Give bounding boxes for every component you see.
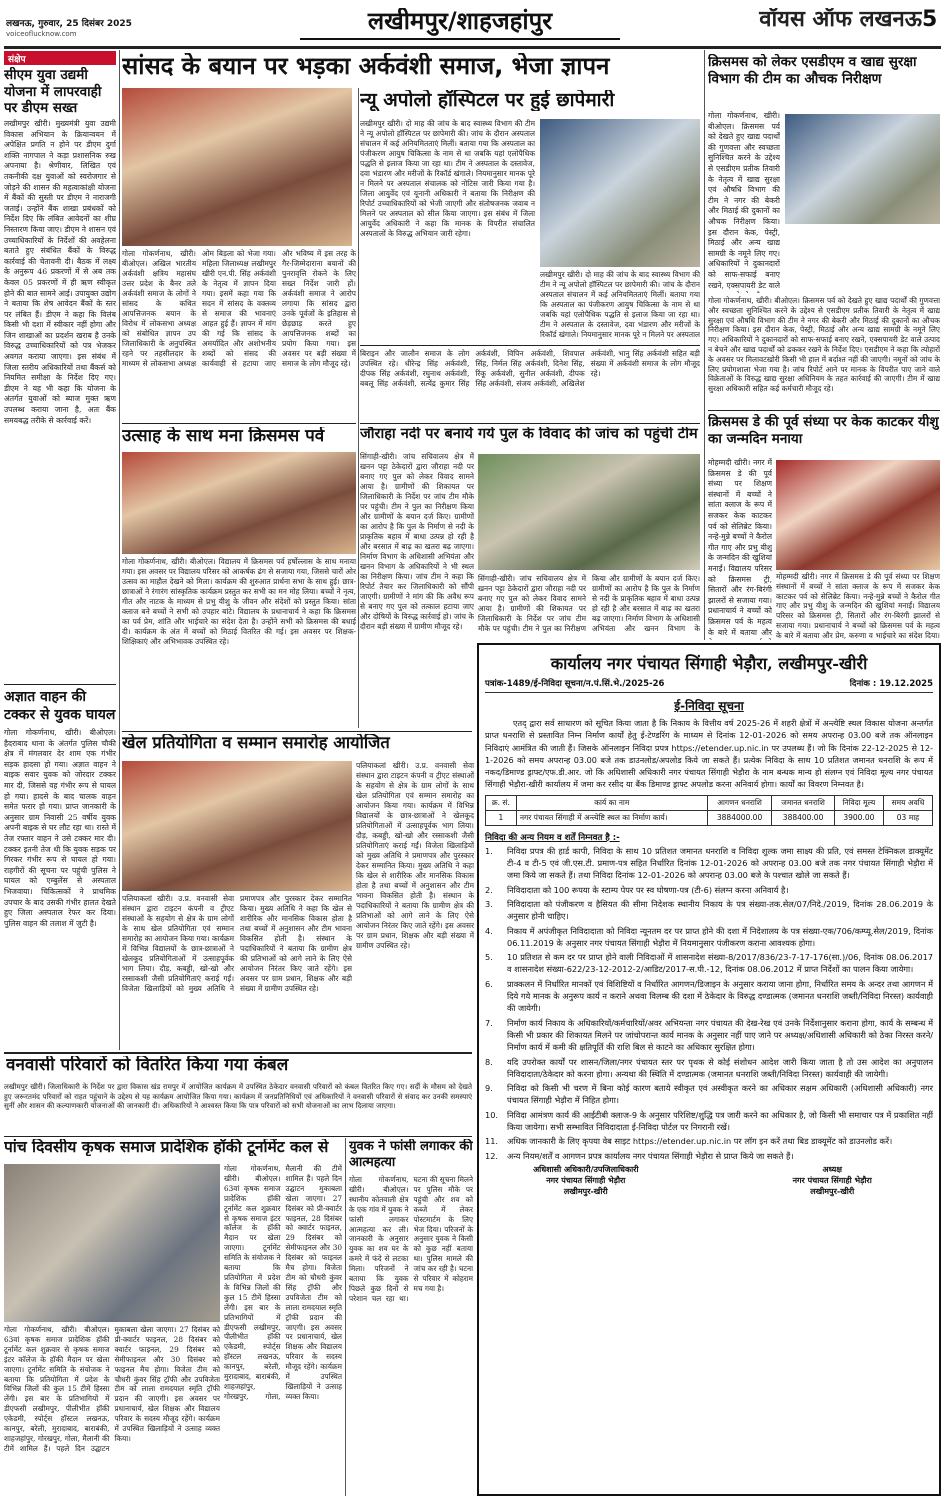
sports-headline: खेल प्रतियोगिता व सम्मान समारोह आयोजित [122,734,390,752]
condition-item [485,1056,933,1081]
hockey-body: गोला गोकर्णनाथ, खीरी। बीओएल। 63वां कृषक समाज प्रादेशिक हॉकी टूर्नामेंट कल शुक्रवार से कृषक समाज इंटर कॉलेज के हॉकी मैदान पर खेला जाएगा। टूर्नामेंट समिति के संयोजक ने बताया कि प्रतियोगिता में प्रदेश के विभिन्न जिलों की कुल 15 टीमें हिस्सा लेंगी। इस बार के प्रतिभागियों में डीएफसी लखीमपुर, पीलीभीत हॉकी एकेडमी, स्पोर्ट्स हॉस्टल लखनऊ, कानपुर, बरेली, मुरादाबाद, बाराबंकी, शाहजहांपुर, गोरखपुर, गोला, मैलानी की टीमें शामिल हैं। पहले दिन उद्घाटन मुकाबला खेला जाएगा। 27 दिसंबर को प्री-क्वार्टर फाइनल, 28 दिसंबर को क्वार्टर फाइनल, 29 दिसंबर को सेमीफाइनल और 30 दिसंबर को फाइनल मैच होगा। विजेता टीम को चौधरी कुंवर सिंह ट्रॉफी और उपविजेता टीम को लाला रामदयाल स्मृति ट्रॉफी प्रदान की जाएगी। इस अवसर पर प्रधानाचार्य, खेल शिक्षक और विद्यालय परिवार के सदस्य मौजूद रहेंगे। कार्यक्रम में उपस्थित खिलाड़ियों ने उत्साह व्यक्त किया। [4,1325,220,1453]
condition-item [485,1150,933,1162]
christmas-check-body-cont: गोला गोकर्णनाथ, खीरी। बीओएल। क्रिसमस पर्व को देखते हुए खाद्य पदार्थों की गुणवत्ता और स्वच्छता सुनिश्चित करने के उद्देश्य से एसडीएम प्रतीक तिवारी के नेतृत्व में खाद्य सुरक्षा एवं औषधि विभाग की टीम ने नगर की बेकरी और मिठाई की दुकानों का औचक निरीक्षण किया। इस दौरान केक, पेस्ट्री, मिठाई और अन्य खाद्य सामग्री के नमूने लिए गए। अधिकारियों ने दुकानदारों को साफ-सफाई बनाए रखने, एक्सपायरी डेट वाले उत्पाद न बेचने और खाद्य पदार्थों को ढककर रखने के निर्देश दिए। एसडीएम ने कहा कि त्योहारों के अवसर पर मिलावटखोरी किसी भी हाल में बर्दाश्त नहीं की जाएगी। नमूनों को जांच के लिए प्रयोगशाला भेजा गया है। जांच रिपोर्ट आने पर मानक के विपरीत पाए जाने वाले विक्रेताओं के विरुद्ध खाद्य सुरक्षा अधिनियम के तहत कार्रवाई की जाएगी। टीम में खाद्य सुरक्षा अधिकारी सहित कई कर्मचारी मौजूद रहे। [708,296,940,394]
condition-item [485,925,933,950]
table-header: क्र. सं. [486,795,517,810]
table-cell: 3900.00 [834,810,883,825]
masthead [0,0,945,46]
condition-number: 10. [485,1109,499,1120]
table-cell: नगर पंचायत सिंगाही में अन्त्येष्टि स्थल का निर्माण कार्य। [516,810,707,825]
conditions-title: निविदा की अन्य नियम व शर्तें निम्नवत है :- [485,832,620,843]
condition-text: निविदा को किसी भी चरण में बिना कोई कारण बताये स्वीकृत एवं अस्वीकृत करने का अधिकार सक्षम अधिकारी (अधिशासी अधिकारी) नगर पंचायत सिंगाही भेड़ौरा में निहित होगा। [507,1083,933,1106]
condition-text: अधिक जानकारी के लिए कृपया वेब साइट https://etender.up.nic.in पर लॉग इन करें तथा बिड डाक्यूमेंट को डाउनलोड करें। [507,1136,893,1147]
blankets-headline: वनवासी परिवारों को वितरित किया गया कंबल [6,1056,289,1075]
condition-item [485,898,933,923]
condition-item [485,884,933,896]
signature-line: नगर पंचायत सिंगाही भेड़ौरा [792,1175,872,1185]
condition-number: 9. [485,1083,493,1094]
table-header: जमानत धनराशि [772,795,834,810]
condition-number: 12. [485,1150,499,1161]
names-list: बिराइन और जालौन समाज के लोग उपस्थित रहे। धीरेन्द्र सिंह अर्कवंशी, दीपक सिंह अर्कवंशी, रघुनाथ अर्कवंशी, बबलू सिंह अर्कवंशी, सत्येंद्र कुमार सिंह अर्कवंशी, विपिन अर्कवंशी, शिवपाल सिंह, निर्मल सिंह अर्कवंशी, दिनेश सिंह, रिंकू अर्कवंशी, सुनील अर्कवंशी, दीपक सिंह अर्कवंशी, संजय अर्कवंशी, अखिलेश अर्कवंशी, भानु सिंह अर्कवंशी सहित बड़ी संख्या में अर्कवंशी समाज के लोग मौजूद रहे। [360,349,700,388]
accident-headline: अज्ञात वाहन की टक्कर से युवक घायल [4,689,116,723]
suicide-headline: युवक ने फांसी लगाकर की आत्महत्या [349,1139,473,1170]
condition-item [485,1082,933,1107]
condition-item [485,951,933,976]
brief-body: लखीमपुर खीरी। मुख्यमंत्री युवा उद्यमी विकास अभियान के क्रियान्वयन में अपेक्षित प्रगति न होने पर डीएम दुर्गा शक्ति नागपाल ने कड़ा प्रशासनिक रुख अपनाया है। श्रेणीवार, लिखित एवं तकनीकी दक्ष युवाओं को स्वरोजगार से जोड़ने की शासन की महत्वाकांक्षी योजना में बैंकों की सुस्ती पर डीएम ने नाराजगी जताई। उन्होंने बैंक शाखा प्रबंधकों को निर्देश दिए कि लंबित आवेदनों का शीघ्र निस्तारण किया जाए। डीएम ने शासन एवं उच्चाधिकारियों के निर्देशों की अवहेलना बताते हुए संबंधित बैंकों के विरुद्ध कार्रवाई की चेतावनी दी। बैठक में लक्ष्य के अनुरूप 46 प्रकरणों में से अब तक केवल 05 प्रकरणों में ही ऋण स्वीकृत होने की बात सामने आई। उपायुक्त उद्योग ने बताया कि शेष आवेदन बैंकों के स्तर पर लंबित हैं। डीएम ने कहा कि विलंब किसी भी दशा में स्वीकार नहीं होगा और जिन शाखाओं का प्रदर्शन खराब है उनके विरुद्ध उच्चाधिकारियों को पत्र भेजकर अवगत कराया जाएगा। इस संबंध में जिला स्तरीय अधिकारियों तथा बैंकर्स को नियमित समीक्षा के निर्देश दिए गए। डीएम ने यह भी कहा कि योजना के अंतर्गत युवाओं को ब्याज मुक्त ऋण उपलब्ध कराया जाना है, अतः बैंक समयबद्ध तरीके से कार्रवाई करें। [4,119,116,425]
sports-photo [122,761,352,891]
notice-office: कार्यालय नगर पंचायत सिंगाही भेड़ौरा, लखीमपुर-खीरी [550,654,868,673]
condition-text: यदि उपरोक्त कार्यों पर शासन/जिला/नगर पंचायत स्तर पर पृथक से कोई संशोधन आदेश जारी किया जाता है तो उस आदेश का अनुपालन निविदादाता/ठेकेदार को करना होगा। अन्यथा की स्थिति में दण्डात्मक (जमानत धनराशि जब्ती/निविदा निरस्त) कार्यवाही की जायेगी। [507,1056,933,1079]
christmas-fest-photo [122,452,356,554]
christmas-check-photo [785,114,940,224]
condition-text: निविदा प्रपत्र की हार्ड कापी, निविदा के साथ 10 प्रतिशत जमानत धनराशि व निविदा शुल्क जमा साक्ष्य की प्रति, एवं समस्त टेक्निकल डाक्यूमेंट टी-4 व टी-5 एवं जी.एस.टी. प्रमाण-पत्र सहित निर्धारित दिनांक 12-01-2026 को अपरान्ह 03.00 बजे तक नगर पंचायत सिंगाही भेड़ौरा में जमा किये जा सकते हैं। तथा निविदा दिनांक 12-01-2026 को अपरान्ह 03.00 बजे के पश्चात खोले जा सकते हैं। [507,845,933,881]
brief-label: संक्षेप [4,51,116,65]
brief-headline: सीएम युवा उद्यमी योजना में लापरवाही पर डीएम सख्त [4,67,102,116]
paper-name: वॉयस ऑफ लखनऊ [759,8,922,32]
conditions-list [485,845,933,1162]
tender-table [485,795,933,826]
condition-number: 3. [485,898,493,909]
sports-body-cont: पलियाकलां खीरी। उ.प्र. वनवासी सेवा संस्थान द्वारा टाइटन कंपनी व ट्रीएट संस्थाओं के सहयोग से क्षेत्र के ग्राम लोगों के साथ खेल प्रतियोगिता एवं सम्मान समारोह का आयोजन किया गया। कार्यक्रम में विभिन्न विद्यालयों के छात्र-छात्राओं ने खेलकूद प्रतियोगिताओं में उत्साहपूर्वक भाग लिया। दौड़, कबड्डी, खो-खो और रस्साकशी जैसी प्रतियोगिताएं कराई गईं। विजेता खिलाड़ियों को मुख्य अतिथि ने प्रमाणपत्र और पुरस्कार देकर सम्मानित किया। मुख्य अतिथि ने कहा कि खेल से शारीरिक और मानसिक विकास होता है तथा बच्चों में अनुशासन और टीम भावना विकसित होती है। संस्थान के पदाधिकारियों ने बताया कि ग्रामीण क्षेत्र की प्रतिभाओं को आगे लाने के लिए ऐसे आयोजन निरंतर किए जाते रहेंगे। इस अवसर पर ग्राम प्रधान, शिक्षक और बड़ी संख्या में ग्रामीण उपस्थित रहे। [122,894,352,993]
condition-text: निविदा आमंत्रण कार्य की आईटीबी क्लाज-9 के अनुसार परिशिष्ट/शुद्धि पत्र जारी करने का अधिकार है, जो किसी भी समाचार पत्र में प्रकाशित नहीं किया जायेगा। सभी सम्भावित निविदादाता ई-निविदा पोर्टल पर निगरानी रखें। [507,1109,933,1133]
christmas-check-body: गोला गोकर्णनाथ, खीरी। बीओएल। क्रिसमस पर्व को देखते हुए खाद्य पदार्थों की गुणवत्ता और स्वच्छता सुनिश्चित करने के उद्देश्य से एसडीएम प्रतीक तिवारी के नेतृत्व में खाद्य सुरक्षा एवं औषधि विभाग की टीम ने नगर की बेकरी और मिठाई की दुकानों का औचक निरीक्षण किया। इस दौरान केक, पेस्ट्री, मिठाई और अन्य खाद्य सामग्री के नमूने लिए गए। अधिकारियों ने दुकानदारों को साफ-सफाई बनाए रखने, एक्सपायरी डेट वाले [708,111,780,290]
condition-item [485,978,933,1015]
table-cell: 03 माह [883,810,932,825]
hockey-body-right: गोला गोकर्णनाथ, खीरी। बीओएल। 63वां कृषक समाज प्रादेशिक हॉकी टूर्नामेंट कल शुक्रवार से कृषक समाज इंटर कॉलेज के हॉकी मैदान पर खेला जाएगा। टूर्नामेंट समिति के संयोजक ने बताया कि प्रतियोगिता में प्रदेश के विभिन्न जिलों की कुल 15 टीमें हिस्सा लेंगी। इस बार के प्रतिभागियों में डीएफसी लखीमपुर, पीलीभीत हॉकी एकेडमी, स्पोर्ट्स हॉस्टल लखनऊ, कानपुर, बरेली, मुरादाबाद, बाराबंकी, शाहजहांपुर, गोरखपुर, गोला, मैलानी की टीमें शामिल हैं। पहले दिन उद्घाटन मुकाबला खेला जाएगा। 27 दिसंबर को प्री-क्वार्टर फाइनल, 28 दिसंबर को क्वार्टर फाइनल, 29 दिसंबर को सेमीफाइनल और 30 दिसंबर को फाइनल मैच होगा। विजेता टीम को चौधरी कुंवर सिंह ट्रॉफी और उपविजेता टीम को लाला रामदयाल स्मृति ट्रॉफी प्रदान की जाएगी। इस अवसर पर प्रधानाचार्य, खेल शिक्षक और विद्यालय परिवार के सदस्य मौजूद रहेंगे। कार्यक्रम में उपस्थित खिलाड़ियों ने उत्साह व्यक्त किया। [224,1164,342,1401]
condition-number: 1. [485,845,493,856]
condition-number: 8. [485,1056,493,1067]
condition-number: 7. [485,1017,493,1028]
lead-body: गोला गोकर्णनाथ, खीरी। बीओएल। अखिल भारतीय अर्कवंशी क्षत्रिय महासंघ उत्तर प्रदेश के बैनर तले अर्कवंशी समाज के लोगों ने सांसद के कथित आपत्तिजनक बयान के विरोध में लोकसभा अध्यक्ष को संबोधित ज्ञापन उप जिलाधिकारी के अनुपस्थित रहने पर तहसीलदार के माध्यम से लोकसभा अध्यक्ष ओम बिड़ला को भेजा गया। महिला जिलाध्यक्ष लखीमपुर खीरी एन.पी. सिंह अर्कवंशी के नेतृत्व में ज्ञापन दिया गया। इसमें कहा गया कि सदन में सांसद के वक्तव्य से समाज की भावनाएं आहत हुई हैं। ज्ञापन में मांग की गई कि सांसद के अमर्यादित और अशोभनीय शब्दों को संसद की कार्यवाही से हटाया जाए और भविष्य में इस तरह के गैर-जिम्मेदाराना बयानों की पुनरावृत्ति रोकने के लिए सख्त निर्देश जारी हों। अर्कवंशी समाज ने आरोप लगाया कि सांसद द्वारा उनके पूर्वजों के इतिहास से छेड़छाड़ करते हुए आपत्तिजनक शब्दों का प्रयोग किया गया। इस अवसर पर बड़ी संख्या में समाज के लोग मौजूद रहे। [122,249,356,368]
condition-text: निकाय में अपंजीकृत निविदादाता को निविदा न्यूनतम दर पर प्राप्त होने की दशा में निदेशालय के पत्र संख्या-एक/706/कम्प्यू.सेल/2019, दिनांक 06.11.2019 के अनुसार नगर पंचायत सिंगाही भेड़ौरा में नियमानुसार पंजीकरण कराना आवश्यक होगा। [507,925,933,948]
apollo-body-cont: लखीमपुर खीरी। दो माह की जांच के बाद स्वास्थ्य विभाग की टीम ने न्यू अपोलो हॉस्पिटल पर छापेमारी की। जांच के दौरान अस्पताल संचालन में कई अनियमितताएं मिलीं। बताया गया कि अस्पताल का पंजीकरण आयुष चिकित्सा के नाम से था जबकि यहां एलोपैथिक पद्धति से इलाज किया जा रहा था। टीम ने अस्पताल के दस्तावेज, दवा भंडारण और मरीजों के रिकॉर्ड खंगाले। नियमानुसार मानक पूरे न मिलने पर अस्पताल [540,270,700,339]
hockey-photo [4,1164,220,1322]
table-cell: 3884000.00 [707,810,772,825]
signature-line: लखीमपुर-खीरी [563,1186,608,1196]
apollo-body: लखीमपुर खीरी। दो माह की जांच के बाद स्वास्थ्य विभाग की टीम ने न्यू अपोलो हॉस्पिटल पर छापेमारी की। जांच के दौरान अस्पताल संचालन में कई अनियमितताएं मिलीं। बताया गया कि अस्पताल का पंजीकरण आयुष चिकित्सा के नाम से था जबकि यहां एलोपैथिक पद्धति से इलाज किया जा रहा था। टीम ने अस्पताल के दस्तावेज, दवा भंडारण और मरीजों के रिकॉर्ड खंगाले। नियमानुसार मानक पूरे न मिलने पर अस्पताल संचालक को नोटिस जारी किया गया है। जिला आयुर्वेद एवं यूनानी अधिकारी ने बताया कि निरीक्षण की रिपोर्ट उच्चाधिकारियों को भेजी जाएगी और संतोषजनक जवाब न मिलने पर अस्पताल को सील किया जाएगा। इस संबंध में जिला आयुर्वेद अधिकारी ने कहा कि मानक के विपरीत संचालित अस्पतालों के विरुद्ध अभियान जारी रहेगा। [360,119,535,238]
sports-body: पलियाकलां खीरी। उ.प्र. वनवासी सेवा संस्थान द्वारा टाइटन कंपनी व ट्रीएट संस्थाओं के सहयोग से क्षेत्र के ग्राम लोगों के साथ खेल प्रतियोगिता एवं सम्मान समारोह का आयोजन किया गया। कार्यक्रम में विभिन्न विद्यालयों के छात्र-छात्राओं ने खेलकूद प्रतियोगिताओं में उत्साहपूर्वक भाग लिया। दौड़, कबड्डी, खो-खो और रस्साकशी जैसी प्रतियोगिताएं कराई गईं। विजेता खिलाड़ियों को मुख्य अतिथि ने प्रमाणपत्र और पुरस्कार देकर सम्मानित किया। मुख्य अतिथि ने कहा कि खेल से शारीरिक और मानसिक विकास होता है तथा बच्चों में अनुशासन और टीम भावना विकसित होती है। संस्थान के पदाधिकारियों ने बताया कि ग्रामीण क्षेत्र की प्रतिभाओं को आगे लाने के लिए ऐसे आयोजन निरंतर किए जाते रहेंगे। इस अवसर पर ग्राम प्रधान, शिक्षक और बड़ी संख्या में ग्रामीण उपस्थित रहे। [356,761,474,950]
table-header: समय अवधि [883,795,932,810]
condition-text: प्राक्कलन में निर्धारित मानकों एवं विशिष्टियों व निर्धारित आगणन/डिजाइन के अनुसार कराया जाना होगा, निर्धारित समय के अन्दर तथा आगणन में दिये गये मानक के अनुरूप कार्य न कराने अथवा विलम्ब की दशा में ठेकेदार के विरुद्ध दण्डात्मक (जमानत धनराशि जब्ती/निविदा निरस्त) कार्यवाही की जायेगी। [507,978,933,1014]
suicide-body: गोला गोकर्णनाथ, खीरी। बीओएल। स्थानीय कोतवाली क्षेत्र के एक गांव में युवक ने फांसी लगाकर आत्महत्या कर ली। जानकारी के अनुसार युवक का शव घर के कमरे में फंदे से लटका मिला। परिजनों ने बताया कि युवक पिछले कुछ दिनों से परेशान चल रहा था। घटना की सूचना मिलने पर पुलिस मौके पर पहुंची और शव को कब्जे में लेकर पोस्टमार्टम के लिए भेज दिया। परिजनों के अनुसार युवक ने किसी को कुछ नहीं बताया था। पुलिस मामले की जांच कर रही है। घटना से परिवार में कोहराम मच गया है। [349,1175,473,1303]
condition-item [485,1135,933,1147]
condition-text: अन्य नियम/शर्तें व आगणन प्रपत्र कार्यालय नगर पंचायत सिंगाही भेड़ौरा से प्राप्त किये जा सकते हैं। [507,1150,794,1161]
apollo-headline: न्यू अपोलो हॉस्पिटल पर हुई छापेमारी [360,90,615,111]
condition-number: 2. [485,884,493,895]
signature-line: अधिशासी अधिकारी/उपजिलाधिकारी [533,1164,639,1174]
condition-text: निर्माण कार्य निकाय के अधिकारियों/कर्मचारियों/अवर अभियन्ता नगर पंचायत की देख-रेख एवं उनके निर्देशानुसार कराना होगा, कार्य के सम्बन्ध में किसी भी प्रकार की शिकायत मिलने पर जांचोपरान्त कार्य मानक के अनुसार नहीं पाए जाने पर अध्यक्ष/अधिशासी अधिकारी को ठेका निरस्त करने/निर्माण कार्य में कमी की क्षतिपूर्ति की राशि बिल से काटने का अधिकार सुरक्षित होगा। [507,1017,933,1053]
christmas-school-photo [776,460,940,570]
tender-notice [477,643,941,1496]
website: voiceoflucknow.com [6,30,77,38]
table-header: निविदा मूल्य [834,795,883,810]
christmas-fest-headline: उत्साह के साथ मना क्रिसमस पर्व [122,427,325,446]
condition-item [485,1017,933,1054]
sign-left [485,1164,687,1197]
blankets-body: लखीमपुर खीरी। जिलाधिकारी के निर्देश पर द्वारा विकास खंड रामपुर में आयोजित कार्यक्रम में उपस्थित ठेकेदार वनवासी परिवारों को कंबल वितरित किए गए। सर्दी के मौसम को देखते हुए जरूरतमंद परिवारों को राहत पहुंचाने के उद्देश्य से यह कार्यक्रम आयोजित किया गया। कार्यक्रम में जनप्रतिनिधियों एवं अधिकारियों ने वनवासी परिवारों से संवाद कर उनकी समस्याएं सुनीं और शासन की कल्याणकारी योजनाओं की जानकारी दी। अधिकारियों ने आश्वस्त किया कि पात्र परिवारों को सभी योजनाओं का लाभ दिलाया जाएगा। [4,1082,472,1110]
bridge-body: सिंगाही-खीरी। जांच सचिवालय क्षेत्र में खनन पट्टा ठेकेदारों द्वारा जौराहा नदी पर बनाए गए पुल को लेकर विवाद सामने आया है। ग्रामीणों की शिकायत पर जिलाधिकारी के निर्देश पर जांच टीम मौके पर पहुंची। टीम ने पुल का निरीक्षण किया और ग्रामीणों के बयान दर्ज किए। ग्रामीणों का आरोप है कि पुल के निर्माण से नदी के प्राकृतिक बहाव में बाधा उत्पन्न हो रही है और बरसात में बाढ़ का खतरा बढ़ जाएगा। निर्माण विभाग के अधिशासी अभियंता और खनन विभाग के अधिकारियों ने भी स्थल का निरीक्षण किया। जांच टीम ने कहा कि रिपोर्ट तैयार कर जिलाधिकारी को सौंपी जाएगी। ग्रामीणों ने मांग की कि अवैध रूप से बनाए गए पुल को तत्काल हटाया जाए और दोषियों के विरुद्ध कार्रवाई हो। जांच के दौरान बड़ी संख्या में ग्रामीण मौजूद रहे। [360,452,474,631]
christmas-check-headline: क्रिसमस को लेकर एसडीएम व खाद्य सुरक्षा विभाग की टीम का औचक निरीक्षण [708,54,917,87]
lead-photo [122,88,352,246]
christmas-school-body-cont: मोहम्मदी खीरी। नगर में क्रिसमस डे की पूर्व संध्या पर शिक्षण संस्थानों में बच्चों ने सांता क्लाज के रूप में सजकर केक काटकर पर्व को सेलिब्रेट किया। नन्हे-मुन्ने बच्चों ने कैरोल गीत गाए और प्रभु यीशु के जन्मदिन की खुशियां मनाईं। विद्यालय परिसर को क्रिसमस ट्री, सितारों और रंग-बिरंगी झालरों से सजाया गया। प्रधानाचार्य ने बच्चों को क्रिसमस पर्व के महत्व के बारे में बताया और प्रेम, करुणा व भाईचारे का संदेश दिया। [776,572,940,640]
hockey-headline: पांच दिवसीय कृषक समाज प्रादेशिक हॉकी टूर्नामेंट कल से [4,1139,329,1156]
table-cell: 1 [486,810,517,825]
bridge-photo [478,454,700,570]
condition-text: निविदादाता को 100 रूपया के स्टाम्प पेपर पर स्व घोषणा-पत्र (टी-6) संलग्न करना अनिवार्य है। [507,884,789,895]
condition-text: 10 प्रतिशत से कम दर पर प्राप्त होने वाली निविदाओं में शासनादेश संख्या-8/2017/836/23-7-17-176(सा.)/06, दिनांक 08.06.2017 व शासनादेश संख्या-622/23-12-2012-2/आडिट/2017-स.पी.-12, दिनांक 08.06.2012 में प्राप्त निर्देशों का पालन किया जायेगा। [507,952,933,975]
signature-line: नगर पंचायत सिंगाही भेड़ौरा [546,1175,626,1185]
signature-line: लखीमपुर-खीरी [810,1186,855,1196]
bridge-headline: जौराहा नदी पर बनाये गये पुल के विवाद की जांच को पहुंची टीम [360,427,698,442]
notice-date: दिनांक : 19.12.2025 [849,679,933,689]
condition-item [485,845,933,882]
condition-text: निविदादाता को पंजीकरण व हैसियत की सीमा निदेशक स्थानीय निकाय के पत्र संख्या-तक.सेल/07/निदे./2019, दिनांक 28.06.2019 के अनुसार होनी चाहिए। [507,898,933,922]
condition-number: 11. [485,1136,499,1147]
condition-number: 4. [485,925,493,936]
condition-number: 6. [485,978,493,989]
notice-intro: एतद् द्वारा सर्व साधारण को सूचित किया जाता है कि निकाय के वित्तीय वर्ष 2025-26 में शहरी क्षेत्रों में अन्त्येष्टि स्थल विकास योजना अन्तर्गत प्राप्त धनराशि से प्रस्तावित निम्न निर्माण कार्यों हेतु ई-टेण्डरिंग के माध्यम से दिनांक 12-01-2026 को समय अपरान्ह 03.00 बजे तक ऑनलाइन निविदाएं आमंत्रित की जाती हैं। जिसके ऑनलाइन निविदा प्रपत्र https://etender.up.nic.in पर उपलब्ध हैं। जो कि दिनांक 22-12-2025 से 12-1-2026 को समय अपरान्ह 03.00 बजे तक डाउनलोड/अपलोड किये जा सकते हैं। प्रत्येक निविदा के साथ 10 प्रतिशत जमानत धनराशि के रूप में नकद/डिमाण्ड ड्राफ्ट/एफ.डी.आर. जो कि अधिशासी अधिकारी नगर पंचायत सिंगाही भेड़ौरा के नाम बन्धक मान्य हो संलग्न एवं निविदा मूल्य नगर पंचायत सिंगाही भेड़ौरा-खीरी कार्यालय में जमा कर रसीद या बैंक डिमाण्ड ड्राफ्ट अपलोड करना अनिवार्य होगा। कार्यों का विवरण निम्नवत है। [485,718,933,790]
signature-line: अध्यक्ष [822,1164,842,1174]
christmas-school-headline: क्रिसमस डे की पूर्व संध्या पर केक काटकर यीशु का जन्मदिन मनाया [708,414,939,447]
page-number: 5 [922,8,938,32]
notice-title: ई-निविदा सूचना [674,699,744,713]
accident-body: गोला गोकर्णनाथ, खीरी। बीओएल। हैदराबाद थाना के अंतर्गत पुलिस चौकी क्षेत्र में मंगलवार देर शाम एक गंभीर सड़क हादसा हो गया। अज्ञात वाहन ने बाइक सवार युवक को जोरदार टक्कर मार दी, जिससे वह गंभीर रूप से घायल हो गया। हादसे के बाद चालक वाहन समेत फरार हो गया। प्राप्त जानकारी के अनुसार ग्राम निवासी 25 वर्षीय युवक अपनी बाइक से घर लौट रहा था। रास्ते में तेज रफ्तार वाहन ने उसे टक्कर मार दी। टक्कर इतनी तेज थी कि युवक सड़क पर गिरकर गंभीर रूप से घायल हो गया। राहगीरों की सूचना पर पहुंची पुलिस ने घायल को एम्बुलेंस से अस्पताल भिजवाया। चिकित्सकों ने प्राथमिक उपचार के बाद उसकी गंभीर हालत देखते हुए जिला अस्पताल रेफर कर दिया। पुलिस वाहन की तलाश में जुटी है। [4,728,116,928]
christmas-school-body: मोहम्मदी खीरी। नगर में क्रिसमस डे की पूर्व संध्या पर शिक्षण संस्थानों में बच्चों ने सांता क्लाज के रूप में सजकर केक काटकर पर्व को सेलिब्रेट किया। नन्हे-मुन्ने बच्चों ने कैरोल गीत गाए और प्रभु यीशु के जन्मदिन की खुशियां मनाईं। विद्यालय परिसर को क्रिसमस ट्री, सितारों और रंग-बिरंगी झालरों से सजाया गया। प्रधानाचार्य ने बच्चों को क्रिसमस पर्व के महत्व के बारे में बताया और [708,458,772,637]
sign-right [731,1164,933,1197]
lead-headline: सांसद के बयान पर भड़का अर्कवंशी समाज, भेजा ज्ञापन [122,53,610,80]
apollo-photo [540,119,700,267]
table-row [486,810,933,825]
condition-number: 5. [485,952,493,963]
notice-letter-no: पत्रांक-1489/ई-निविदा सूचना/न.पं.सिं.भे./2025-26 [485,679,665,689]
bridge-body-cont: सिंगाही-खीरी। जांच सचिवालय क्षेत्र में खनन पट्टा ठेकेदारों द्वारा जौराहा नदी पर बनाए गए पुल को लेकर विवाद सामने आया है। ग्रामीणों की शिकायत पर जिलाधिकारी के निर्देश पर जांच टीम मौके पर पहुंची। टीम ने पुल का निरीक्षण किया और ग्रामीणों के बयान दर्ज किए। ग्रामीणों का आरोप है कि पुल के निर्माण से नदी के प्राकृतिक बहाव में बाधा उत्पन्न हो रही है और बरसात में बाढ़ का खतरा बढ़ जाएगा। निर्माण विभाग के अधिशासी अभियंता और खनन विभाग के [478,574,700,633]
section-title: लखीमपुर/शाहजहांपुर [300,8,620,40]
table-header: कार्य का नाम [516,795,707,810]
dateline: लखनऊ, गुरुवार, 25 दिसंबर 2025 [6,19,132,29]
table-cell: 388400.00 [772,810,834,825]
christmas-fest-body: गोला गोकर्णनाथ, खीरी। बीओएल। विद्यालय में क्रिसमस पर्व हर्षोल्लास के साथ मनाया गया। इस अवसर पर विद्यालय परिसर को आकर्षक ढंग से सजाया गया, जिससे चारों ओर उत्सव का माहौल देखने को मिला। कार्यक्रम की शुरुआत प्रार्थना सभा के साथ हुई। छात्र-छात्राओं ने रंगारंग सांस्कृतिक कार्यक्रम प्रस्तुत कर सभी का मन मोह लिया। बच्चों ने नृत्य, गीत और नाटक के माध्यम से प्रभु यीशु के जीवन और संदेशों को प्रस्तुत किया। सांता क्लाज बने बच्चों ने सभी को उपहार बांटे। विद्यालय के प्रधानाचार्य ने कहा कि क्रिसमस का पर्व प्रेम, शांति और भाईचारे का संदेश देता है। उन्होंने सभी को क्रिसमस की बधाई दी। कार्यक्रम के अंत में बच्चों को मिठाई वितरित की गई। इस अवसर पर शिक्षक-शिक्षिकाएं और अभिभावक उपस्थित रहे। [122,557,356,646]
table-header: आगणन धनराशि [707,795,772,810]
condition-item [485,1109,933,1134]
